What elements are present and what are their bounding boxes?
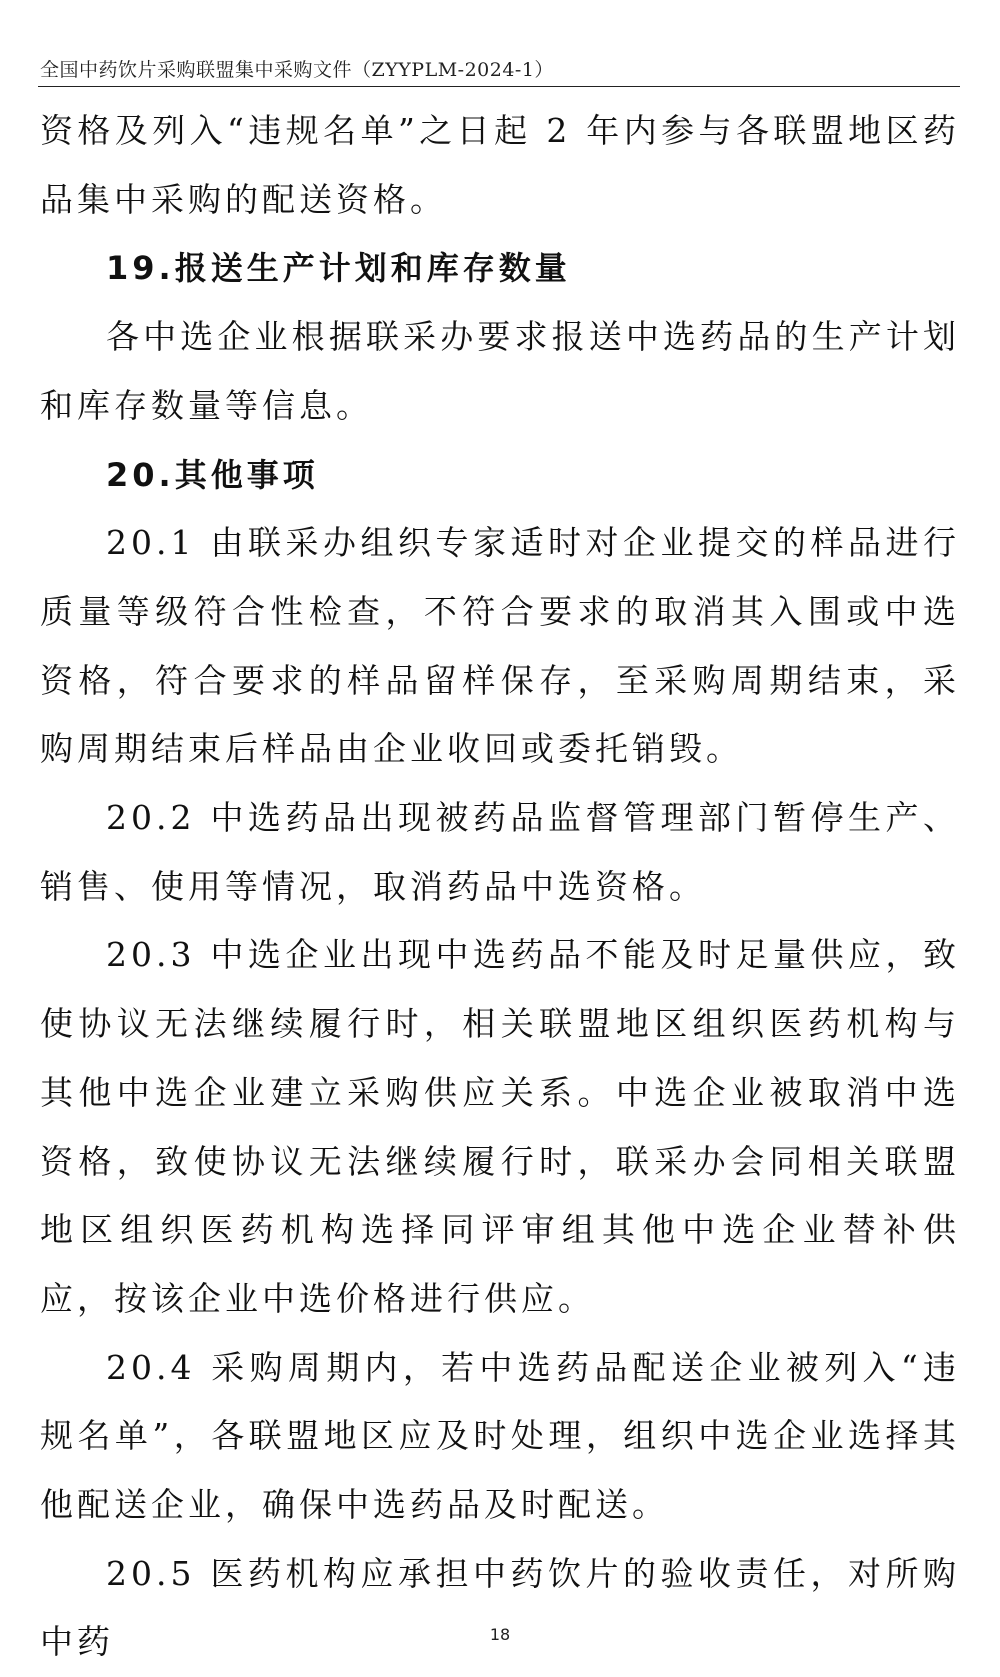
paragraph-20-2: 20.2 中选药品出现被药品监督管理部门暂停生产、销售、使用等情况，取消药品中选资格。 [40, 798, 960, 906]
header-divider [38, 86, 960, 87]
document-header: 全国中药饮片采购联盟集中采购文件（ZYYPLM-2024-1） [40, 59, 554, 81]
paragraph-continuation: 资格及列入“违规名单”之日起 2 年内参与各联盟地区药品集中采购的配送资格。 [40, 111, 960, 219]
section-heading-19: 19.报送生产计划和库存数量 [106, 249, 571, 288]
paragraph-20-3: 20.3 中选企业出现中选药品不能及时足量供应，致使协议无法继续履行时，相关联盟地区组织医药机构与其他中选企业建立采购供应关系。中选企业被取消中选资格，致使协议无法继续履行时，联采办会同相关联盟地区组织医药机构选择同评审组其他中选企业替补供应，按该企业中选价格进行供应。 [40, 935, 960, 1318]
paragraph-20-1: 20.1 由联采办组织专家适时对企业提交的样品进行质量等级符合性检查，不符合要求的取消其入围或中选资格，符合要求的样品留样保存，至采购周期结束，采购周期结束后样品由企业收回或委托销毁。 [40, 523, 960, 769]
page-number: 18 [489, 1625, 511, 1644]
document-body [40, 97, 960, 1677]
paragraph-19: 各中选企业根据联采办要求报送中选药品的生产计划和库存数量等信息。 [40, 317, 960, 425]
paragraph-20-4: 20.4 采购周期内，若中选药品配送企业被列入“违规名单”，各联盟地区应及时处理，组织中选企业选择其他配送企业，确保中选药品及时配送。 [40, 1347, 960, 1525]
section-heading-20: 20.其他事项 [106, 455, 319, 494]
paragraph-20-5: 20.5 医药机构应承担中药饮片的验收责任，对所购中药 [40, 1553, 960, 1662]
